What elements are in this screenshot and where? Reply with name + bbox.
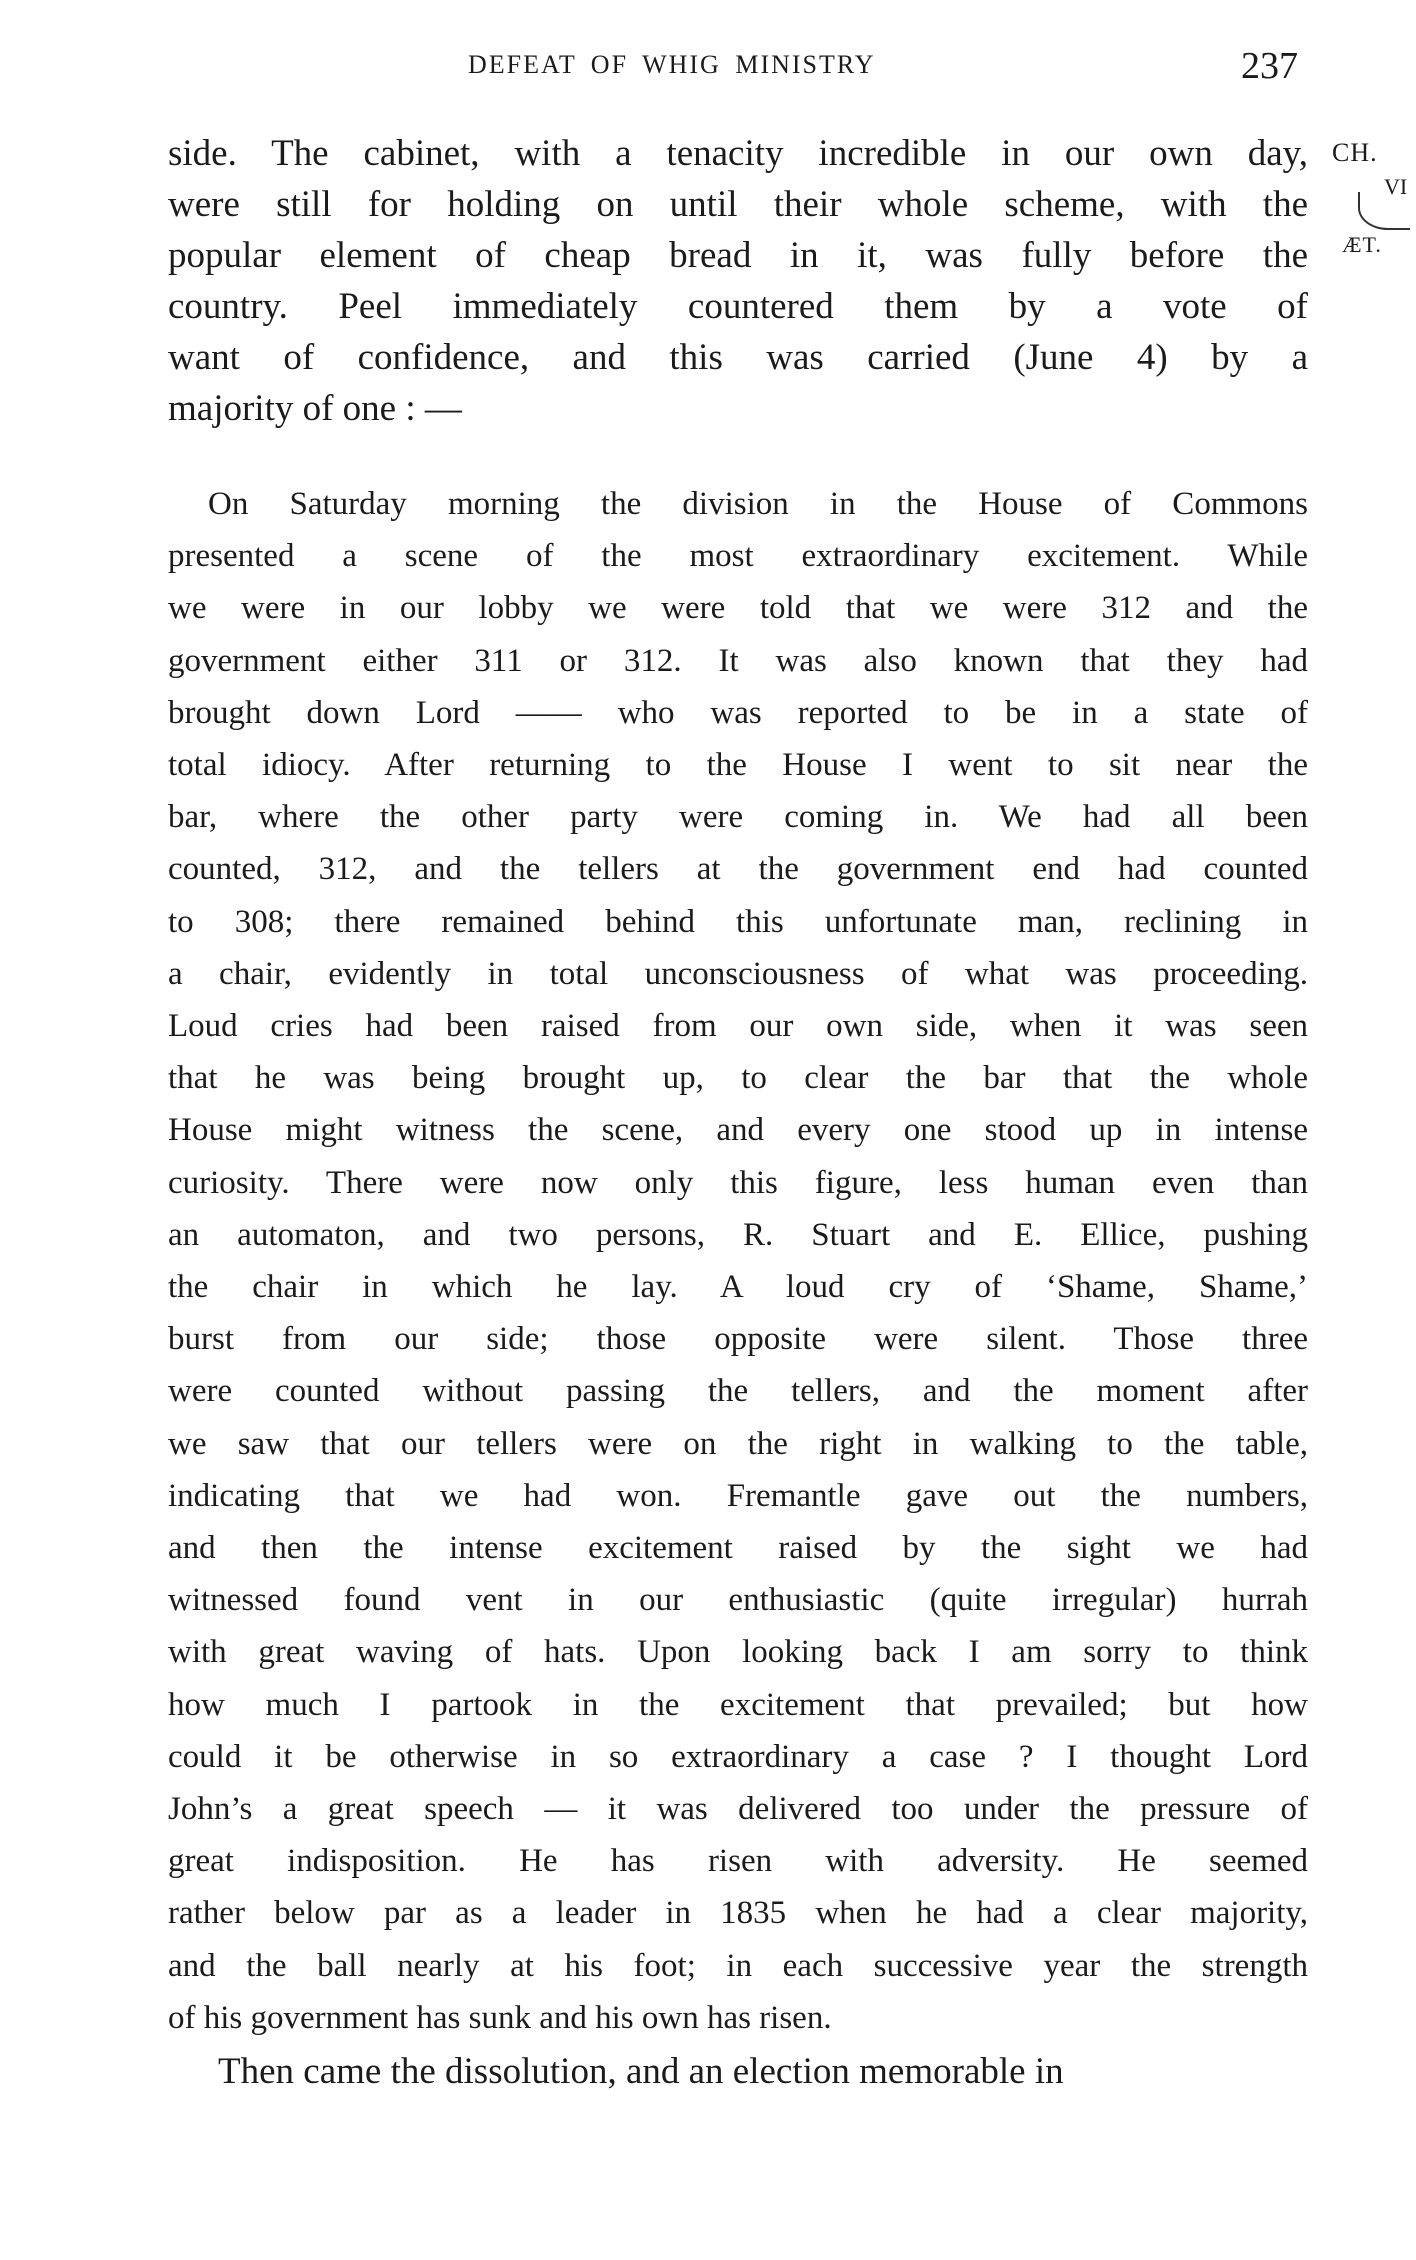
quote-line: bar, where the other party were coming in. We had all been	[168, 799, 1308, 836]
quote-line: presented a scene of the most extraordinary excitement. While	[168, 538, 1308, 575]
quote-line: Loud cries had been raised from our own side, when it was seen	[168, 1008, 1308, 1045]
quote-line: to 308; there remained behind this unfortunate man, reclining in	[168, 903, 1308, 940]
quote-line: John’s a great speech — it was delivered too under the pressure of	[168, 1791, 1308, 1828]
margin-note	[1330, 138, 1410, 268]
text-line: country. Peel immediately countered them by a vote of	[168, 286, 1308, 327]
quotation-block	[168, 478, 1308, 2044]
quote-line: a chair, evidently in total unconsciousness of what was proceeding.	[168, 955, 1308, 992]
paragraph-next: Then came the dissolution, and an election memorable in	[218, 2051, 1064, 2092]
quote-line: we were in our lobby we were told that we were 312 and the	[168, 590, 1308, 627]
quote-line: could it be otherwise in so extraordinary a case ? I thought Lord	[168, 1738, 1308, 1775]
margin-age-label: ÆT.	[1342, 232, 1382, 257]
quote-line: an automaton, and two persons, R. Stuart and E. Ellice, pushing	[168, 1216, 1308, 1253]
quote-line: of his government has sunk and his own has risen.	[168, 1999, 832, 2036]
page-number: 237	[1241, 45, 1298, 87]
paragraph-main	[168, 128, 1308, 434]
margin-chapter-number: VI	[1384, 174, 1408, 199]
quote-line: rather below par as a leader in 1835 when he had a clear majority,	[168, 1895, 1308, 1932]
quote-line: the chair in which he lay. A loud cry of ‘Shame, Shame,’	[168, 1269, 1308, 1306]
quote-line: curiosity. There were now only this figure, less human even than	[168, 1164, 1308, 1201]
quote-line: brought down Lord —— who was reported to be in a state of	[168, 694, 1308, 731]
quote-line: with great waving of hats. Upon looking back I am sorry to think	[168, 1634, 1308, 1671]
quote-line: that he was being brought up, to clear the bar that the whole	[168, 1060, 1308, 1097]
quote-line: burst from our side; those opposite were silent. Those three	[168, 1321, 1308, 1358]
running-head	[168, 44, 1308, 87]
quote-line: great indisposition. He has risen with adversity. He seemed	[168, 1843, 1308, 1880]
quote-line: were counted without passing the tellers, and the moment after	[168, 1373, 1308, 1410]
text-line: side. The cabinet, with a tenacity incredible in our own day,	[168, 133, 1308, 174]
running-title: DEFEAT OF WHIG MINISTRY	[468, 50, 876, 79]
quote-line: government either 311 or 312. It was also known that they had	[168, 642, 1308, 679]
quote-line: witnessed found vent in our enthusiastic (quite irregular) hurrah	[168, 1582, 1308, 1619]
quote-line: how much I partook in the excitement that prevailed; but how	[168, 1686, 1308, 1723]
margin-chapter-label: CH.	[1332, 138, 1378, 167]
quote-line: and the ball nearly at his foot; in each successive year the strength	[168, 1947, 1308, 1984]
quote-line: total idiocy. After returning to the House I went to sit near the	[168, 747, 1308, 784]
quote-line: and then the intense excitement raised by the sight we had	[168, 1530, 1308, 1567]
text-line: majority of one : —	[168, 388, 462, 429]
text-line: were still for holding on until their whole scheme, with the	[168, 184, 1308, 225]
quote-line: On Saturday morning the division in the House of Commons	[208, 486, 1308, 522]
text-line: popular element of cheap bread in it, was fully before the	[168, 235, 1308, 276]
text-line: want of confidence, and this was carried (June 4) by a	[168, 337, 1308, 378]
quote-line: indicating that we had won. Fremantle gave out the numbers,	[168, 1477, 1308, 1514]
quote-line: House might witness the scene, and every one stood up in intense	[168, 1112, 1308, 1149]
margin-bracket-icon	[1358, 192, 1410, 230]
quote-line: we saw that our tellers were on the right in walking to the table,	[168, 1425, 1308, 1462]
quote-line: counted, 312, and the tellers at the government end had counted	[168, 851, 1308, 888]
